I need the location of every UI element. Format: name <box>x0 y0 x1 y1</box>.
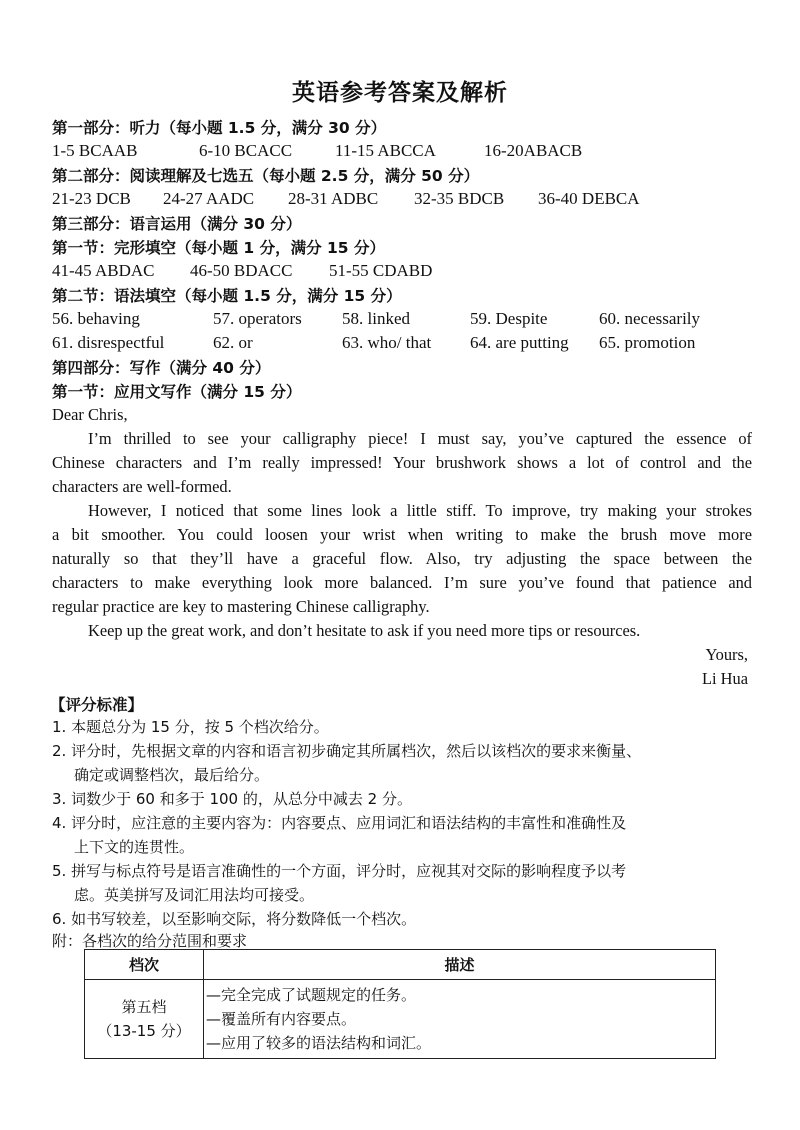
grading-table <box>84 949 716 1059</box>
desc-item: —完全完成了试题规定的任务。 <box>206 986 417 1004</box>
part3-section1-header: 第一节：完形填空（每小题 1 分，满分 15 分） <box>52 239 385 257</box>
grammar-answer: 62. or <box>213 333 253 352</box>
grammar-answer: 59. Despite <box>470 309 548 328</box>
answer-group: 36-40 DEBCA <box>538 189 640 208</box>
letter-line: However, I noticed that some lines look a little stiff. To improve, try making your strokes <box>88 501 752 520</box>
answer-group: 6-10 BCACC <box>199 141 293 160</box>
criteria-header: 【评分标准】 <box>50 696 144 714</box>
part4-header: 第四部分：写作（满分 40 分） <box>52 359 271 377</box>
part1-header: 第一部分：听力（每小题 1.5 分，满分 30 分） <box>52 119 387 137</box>
answer-group: 28-31 ADBC <box>288 189 379 208</box>
letter-closing: Yours, <box>705 645 748 664</box>
letter-line: characters are well-formed. <box>52 477 232 496</box>
letter-line: Chinese characters and I’m really impressed! Your brushwork shows a lot of control and the <box>52 453 752 472</box>
criteria-item: 3. 词数少于 60 和多于 100 的，从总分中减去 2 分。 <box>52 790 412 808</box>
criteria-item: 2. 评分时，先根据文章的内容和语言初步确定其所属档次，然后以该档次的要求来衡量、 <box>52 742 642 760</box>
level-range: （13-15 分） <box>97 1022 191 1040</box>
answer-group: 21-23 DCB <box>52 189 131 208</box>
answer-group: 32-35 BDCB <box>414 189 505 208</box>
part2-header: 第二部分：阅读理解及七选五（每小题 2.5 分，满分 50 分） <box>52 167 480 185</box>
criteria-item: 5. 拼写与标点符号是语言准确性的一个方面，评分时，应视其对交际的影响程度予以考 <box>52 862 627 880</box>
grammar-answer: 60. necessarily <box>599 309 701 328</box>
grammar-answer: 61. disrespectful <box>52 333 165 352</box>
criteria-appendix: 附：各档次的给分范围和要求 <box>52 932 248 950</box>
part3-section2-header: 第二节：语法填空（每小题 1.5 分，满分 15 分） <box>52 287 402 305</box>
desc-cell <box>204 980 716 1059</box>
grammar-answer: 64. are putting <box>470 333 569 352</box>
table-header-desc: 描述 <box>204 950 716 980</box>
letter-line: regular practice are key to mastering Chinese calligraphy. <box>52 597 430 616</box>
answer-group: 16-20ABACB <box>484 141 583 160</box>
grammar-answers-row2 <box>52 333 752 355</box>
answer-group: 24-27 AADC <box>163 189 255 208</box>
grammar-answer: 65. promotion <box>599 333 696 352</box>
part2-answers <box>52 189 752 211</box>
level-name: 第五档 <box>121 998 167 1016</box>
grammar-answer: 58. linked <box>342 309 410 328</box>
page-title: 英语参考答案及解析 <box>292 80 508 106</box>
letter-line: I’m thrilled to see your calligraphy piece! I must say, you’ve captured the essence of <box>88 429 752 448</box>
answer-group: 51-55 CDABD <box>329 261 433 280</box>
criteria-item: 4. 评分时，应注意的主要内容为：内容要点、应用词汇和语法结构的丰富性和准确性及 <box>52 814 627 832</box>
part1-answers <box>52 141 752 163</box>
table-header-row <box>85 950 716 980</box>
answer-group: 46-50 BDACC <box>190 261 293 280</box>
part3-section1-answers <box>52 261 752 283</box>
letter-line: a bit smoother. You could loosen your wrist when writing to make the brush move more <box>52 525 752 544</box>
level-cell <box>85 980 204 1059</box>
desc-item: —应用了较多的语法结构和词汇。 <box>206 1034 432 1052</box>
table-header-level: 档次 <box>85 950 204 980</box>
grammar-answer: 57. operators <box>213 309 302 328</box>
desc-item: —覆盖所有内容要点。 <box>206 1010 357 1028</box>
letter-line: characters to make everything look more balanced. I’m sure you’ve found that patience and <box>52 573 752 592</box>
criteria-item: 6. 如书写较差，以至影响交际，将分数降低一个档次。 <box>52 910 417 928</box>
letter-line: Keep up the great work, and don’t hesitate to ask if you need more tips or resources. <box>88 621 641 640</box>
part3-header: 第三部分：语言运用（满分 30 分） <box>52 215 302 233</box>
grammar-answer: 56. behaving <box>52 309 140 328</box>
letter-salutation: Dear Chris, <box>52 405 128 424</box>
criteria-item-cont: 确定或调整档次，最后给分。 <box>74 766 270 784</box>
letter-line: naturally so that they’ll have a graceful flow. Also, try adjusting the space between the <box>52 549 752 568</box>
letter-signature: Li Hua <box>702 669 748 688</box>
answer-group: 11-15 ABCCA <box>335 141 436 160</box>
criteria-item: 1. 本题总分为 15 分，按 5 个档次给分。 <box>52 718 329 736</box>
criteria-item-cont: 虑。英美拼写及词汇用法均可接受。 <box>74 886 315 904</box>
criteria-item-cont: 上下文的连贯性。 <box>74 838 195 856</box>
table-row <box>85 980 716 1059</box>
part4-section1-header: 第一节：应用文写作（满分 15 分） <box>52 383 302 401</box>
answer-group: 41-45 ABDAC <box>52 261 155 280</box>
answer-group: 1-5 BCAAB <box>52 141 138 160</box>
grammar-answer: 63. who/ that <box>342 333 432 352</box>
grammar-answers-row1 <box>52 309 752 331</box>
